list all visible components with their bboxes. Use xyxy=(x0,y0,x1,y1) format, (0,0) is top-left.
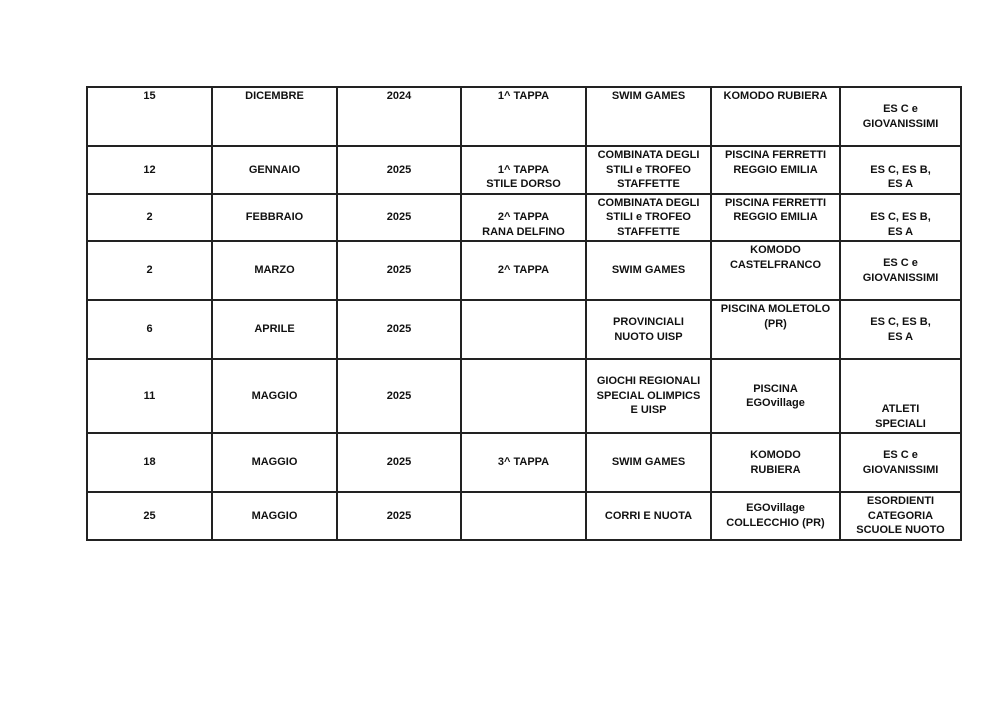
day-cell: 12 xyxy=(87,146,212,194)
month-cell: MAGGIO xyxy=(212,492,337,540)
year-cell: 2025 xyxy=(337,300,461,359)
table-row xyxy=(87,146,961,194)
venue-cell: PISCINA FERRETTI REGGIO EMILIA xyxy=(711,146,840,194)
year-cell: 2025 xyxy=(337,359,461,433)
stage-cell: 1^ TAPPA xyxy=(461,87,586,146)
event-cell: COMBINATA DEGLI STILI e TROFEO STAFFETTE xyxy=(586,146,711,194)
table-row xyxy=(87,194,961,242)
month-cell: APRILE xyxy=(212,300,337,359)
month-cell: DICEMBRE xyxy=(212,87,337,146)
month-cell: MAGGIO xyxy=(212,433,337,492)
event-cell: SWIM GAMES xyxy=(586,433,711,492)
category-cell: ES C e GIOVANISSIMI xyxy=(840,87,961,146)
day-cell: 15 xyxy=(87,87,212,146)
table-row xyxy=(87,433,961,492)
table-row xyxy=(87,241,961,300)
venue-cell: PISCINA MOLETOLO (PR) xyxy=(711,300,840,359)
competition-schedule-table xyxy=(86,86,962,541)
table-row xyxy=(87,87,961,146)
venue-cell: KOMODO CASTELFRANCO xyxy=(711,241,840,300)
month-cell: MARZO xyxy=(212,241,337,300)
venue-cell: EGOvillage COLLECCHIO (PR) xyxy=(711,492,840,540)
event-cell: PROVINCIALI NUOTO UISP xyxy=(586,300,711,359)
category-cell: ES C e GIOVANISSIMI xyxy=(840,433,961,492)
category-cell: ATLETI SPECIALI xyxy=(840,359,961,433)
year-cell: 2025 xyxy=(337,194,461,242)
year-cell: 2025 xyxy=(337,241,461,300)
year-cell: 2025 xyxy=(337,433,461,492)
venue-cell: KOMODO RUBIERA xyxy=(711,87,840,146)
year-cell: 2024 xyxy=(337,87,461,146)
venue-cell: PISCINA FERRETTI REGGIO EMILIA xyxy=(711,194,840,242)
table-row xyxy=(87,300,961,359)
stage-cell: 2^ TAPPA xyxy=(461,241,586,300)
day-cell: 2 xyxy=(87,241,212,300)
year-cell: 2025 xyxy=(337,146,461,194)
stage-cell xyxy=(461,359,586,433)
stage-cell: 1^ TAPPA STILE DORSO xyxy=(461,146,586,194)
month-cell: GENNAIO xyxy=(212,146,337,194)
day-cell: 18 xyxy=(87,433,212,492)
event-cell: GIOCHI REGIONALI SPECIAL OLIMPICS E UISP xyxy=(586,359,711,433)
day-cell: 6 xyxy=(87,300,212,359)
year-cell: 2025 xyxy=(337,492,461,540)
month-cell: FEBBRAIO xyxy=(212,194,337,242)
event-cell: COMBINATA DEGLI STILI e TROFEO STAFFETTE xyxy=(586,194,711,242)
table-row xyxy=(87,359,961,433)
category-cell: ES C, ES B, ES A xyxy=(840,300,961,359)
event-cell: SWIM GAMES xyxy=(586,241,711,300)
venue-cell: PISCINA EGOvillage xyxy=(711,359,840,433)
category-cell: ES C e GIOVANISSIMI xyxy=(840,241,961,300)
venue-cell: KOMODO RUBIERA xyxy=(711,433,840,492)
stage-cell xyxy=(461,300,586,359)
category-cell: ESORDIENTI CATEGORIA SCUOLE NUOTO xyxy=(840,492,961,540)
day-cell: 2 xyxy=(87,194,212,242)
category-cell: ES C, ES B, ES A xyxy=(840,194,961,242)
event-cell: CORRI E NUOTA xyxy=(586,492,711,540)
day-cell: 25 xyxy=(87,492,212,540)
stage-cell: 2^ TAPPA RANA DELFINO xyxy=(461,194,586,242)
day-cell: 11 xyxy=(87,359,212,433)
stage-cell: 3^ TAPPA xyxy=(461,433,586,492)
stage-cell xyxy=(461,492,586,540)
category-cell: ES C, ES B, ES A xyxy=(840,146,961,194)
month-cell: MAGGIO xyxy=(212,359,337,433)
event-cell: SWIM GAMES xyxy=(586,87,711,146)
table-row xyxy=(87,492,961,540)
